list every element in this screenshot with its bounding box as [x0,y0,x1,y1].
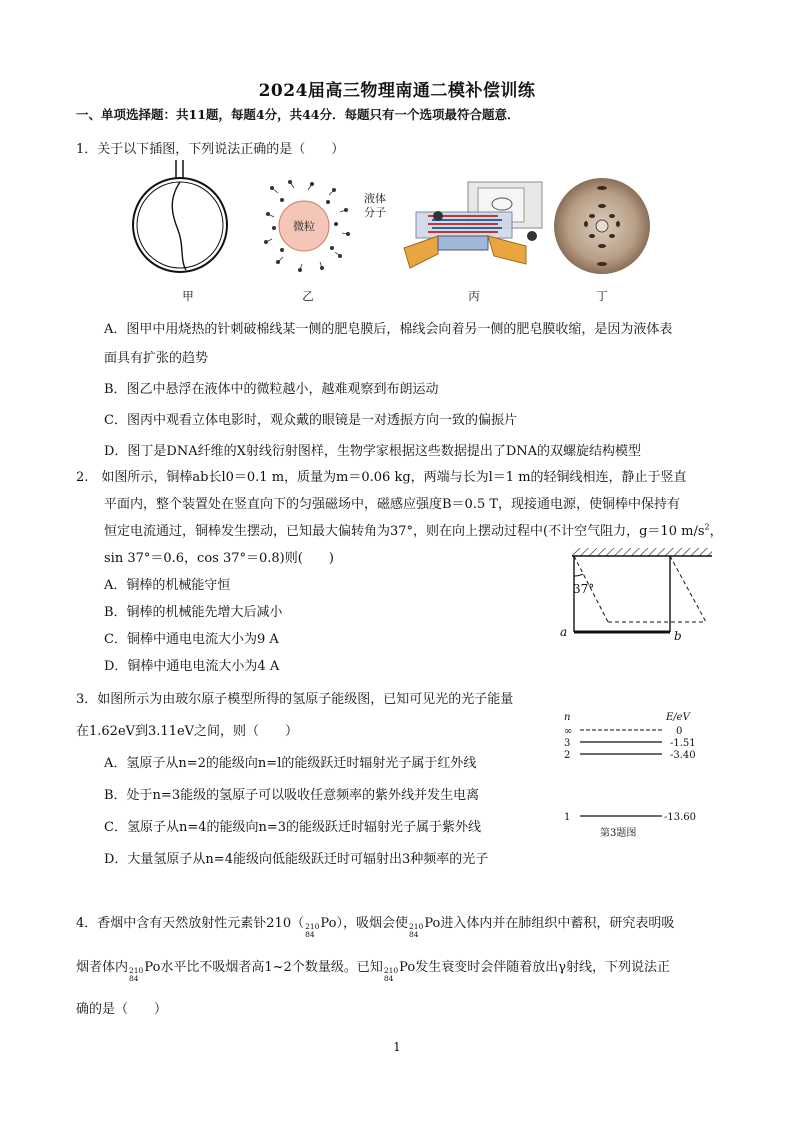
q1-option-c: C．图丙中观看立体电影时，观众戴的眼镜是一对透振方向一致的偏振片 [104,413,517,428]
q3-option-c: C．氢原子从n=4的能级向n=3的能级跃迁时辐射光子属于紫外线 [104,820,482,835]
q1-fig-label-bing: 丙 [468,289,480,303]
q2-fig-angle-label: 37° [573,582,595,596]
q2-option-c: C．铜棒中通电电流大小为9 A [104,632,279,647]
q2-stem-line4: sin 37°＝0.6，cos 37°＝0.8)则( ) [104,551,334,566]
q3-stem-line2: 在1.62eV到3.11eV之间，则（ ） [76,724,299,739]
q4-stem-line1: 4．香烟中含有天然放射性元素钋210（ 210 84 Po），吸烟会使 210 84 Po进入体内并在肺组织中蓄积，研究表明吸 [76,916,675,939]
q3-option-a: A．氢原子从n=2的能级向n=l的能级跃迁时辐射光子属于红外线 [104,756,477,771]
q1-fig-yi-side-1: 液体 [364,192,386,205]
q1-figure-jia [128,160,238,280]
q1-option-a-line2: 面具有扩张的趋势 [104,351,209,366]
q2-figure-pendulum [558,544,718,644]
q3-level-n-1: 1 [564,812,571,823]
nuclide-po210: 210 84 [383,966,399,983]
q2-stem-line2: 平面内，整个装置处在竖直向下的匀强磁场中，磁感应强度B＝0.5 T，现接通电源，使铜棒中保持有 [104,497,681,512]
q3-level-e-2: -3.40 [670,750,696,761]
section-heading: 一、单项选择题：共11题，每题4分，共44分．每题只有一个选项最符合题意． [76,107,520,122]
page-number: 1 [393,1040,401,1054]
q3-fig-e-label: E/eV [666,712,690,723]
q3-level-e-inf: 0 [676,726,683,737]
q2-stem-line3: 恒定电流通过，铜棒发生摆动，已知最大偏转角为37°，则在向上摆动过程中(不计空气阻力，g＝10 $m/s^2$， [104,522,723,539]
q3-fig-caption: 第3题图 [600,828,637,839]
q3-stem-line1: 3．如图所示为由玻尔原子模型所得的氢原子能级图，已知可见光的光子能量 [76,692,514,707]
page-title: 2024届高三物理南通二模补偿训练 [258,81,536,101]
q1-option-a-line1: A．图甲中用烧热的针刺破棉线某一侧的肥皂膜后，棉线会向着另一侧的肥皂膜收缩，是因为液体表 [104,322,673,337]
q4-stem-line3: 确的是（ ） [76,1002,168,1017]
q1-fig-label-yi: 乙 [302,289,314,303]
q3-level-n-inf: ∞ [564,726,573,737]
q4-stem-line2: 烟者体内 210 84 Po水平比不吸烟者高1~2个数量级。已知 210 84 Po发生衰变时会伴随着放出γ射线，下列说法正 [76,960,670,983]
q3-option-d: D．大量氢原子从n=4能级向低能级跃迁时可辐射出3种频率的光子 [104,852,489,867]
q1-figure-bing [398,176,548,276]
q2-fig-label-a: a [560,625,568,639]
nuclide-po210: 210 84 [129,966,144,983]
q3-level-e-3: -1.51 [670,738,696,749]
q2-option-b: B．铜棒的机械能先增大后减小 [104,605,283,620]
q1-fig-label-ding: 丁 [596,289,608,303]
q1-fig-yi-side-2: 分子 [364,206,386,219]
q3-level-n-2: 2 [564,750,571,761]
q3-option-b: B．处于n=3能级的氢原子可以吸收任意频率的紫外线并发生电离 [104,788,480,803]
q2-stem-line1: 2. 如图所示，铜棒ab长l0＝0.1 m，质量为m＝0.06 kg，两端与长为l＝1 m的轻铜线相连，静止于竖直 [76,470,687,485]
q2-option-a: A．铜棒的机械能守恒 [104,578,231,593]
q1-figure-yi [262,176,354,276]
q3-figure-energy-levels [558,708,718,840]
q1-fig-label-jia: 甲 [182,289,194,303]
q2-option-d: D．铜棒中通电电流大小为4 A [104,659,280,674]
q3-level-e-1: -13.60 [664,812,697,823]
q3-fig-n-label: n [564,712,571,723]
nuclide-po210: 210 84 [408,922,424,939]
q1-stem: 1．关于以下插图，下列说法正确的是（ ） [76,142,345,157]
q1-figure-ding [552,176,652,276]
nuclide-po210: 210 84 [305,922,320,939]
q2-fig-label-b: b [674,629,682,643]
q1-fig-yi-center: 微粒 [293,220,315,233]
q1-option-d: D．图丁是DNA纤维的X射线衍射图样，生物学家根据这些数据提出了DNA的双螺旋结构模型 [104,444,642,459]
q1-option-b: B．图乙中悬浮在液体中的微粒越小，越难观察到布朗运动 [104,382,439,397]
q3-level-n-3: 3 [564,738,571,749]
